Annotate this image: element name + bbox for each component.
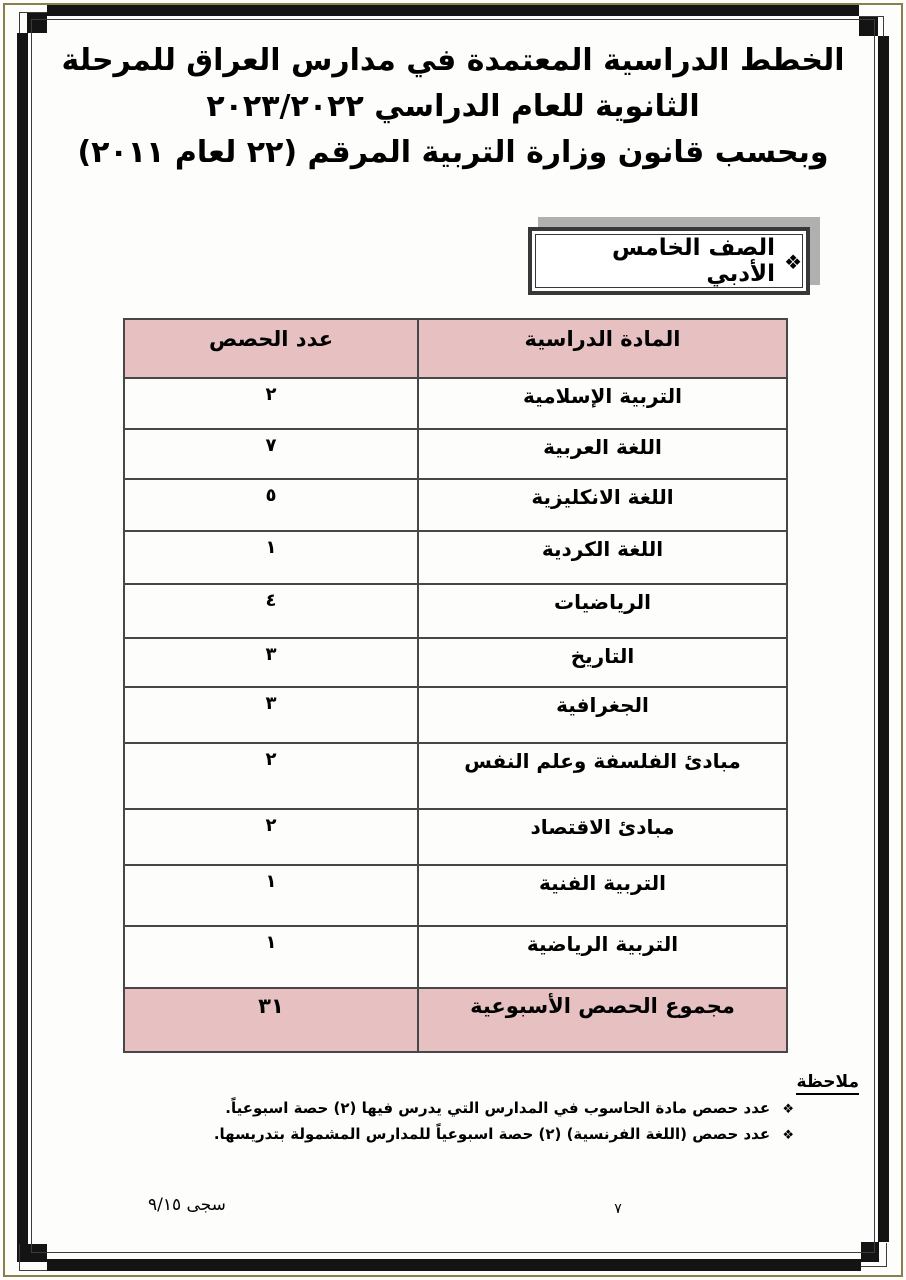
subject-cell: التاريخ	[418, 638, 787, 687]
section-title: الصف الخامس الأدبي	[611, 235, 776, 287]
subject-cell: مبادئ الاقتصاد	[418, 809, 787, 865]
section-box-inner	[535, 234, 803, 288]
table-row	[124, 531, 787, 584]
subject-cell: مبادئ الفلسفة وعلم النفس	[418, 743, 787, 809]
subject-cell: الرياضيات	[418, 584, 787, 638]
section-box	[528, 227, 810, 295]
table-row	[124, 743, 787, 809]
diamond-bullet-icon: ❖	[784, 250, 802, 274]
subject-cell: اللغة الكردية	[418, 531, 787, 584]
lessons-count-cell: ١	[124, 531, 418, 584]
table-body	[124, 378, 787, 988]
subject-cell: اللغة العربية	[418, 429, 787, 479]
table-header-row	[124, 319, 787, 378]
table-row	[124, 584, 787, 638]
title-line-3: وبحسب قانون وزارة التربية المرقم (٢٢ لعام ٢٠١١)	[77, 135, 829, 170]
table-row	[124, 429, 787, 479]
table-row	[124, 926, 787, 988]
document-title	[0, 38, 906, 176]
table-row	[124, 809, 787, 865]
title-line-2: الثانوية للعام الدراسي ٢٠٢٣/٢٠٢٢	[206, 89, 700, 124]
lessons-count-cell: ١	[124, 865, 418, 926]
total-value: ٣١	[124, 988, 418, 1052]
subject-cell: اللغة الانكليزية	[418, 479, 787, 531]
column-header-lessons: عدد الحصص	[124, 319, 418, 378]
lessons-count-cell: ٣	[124, 638, 418, 687]
footer-signature: سجى ٩/١٥	[148, 1195, 226, 1215]
table-row	[124, 638, 787, 687]
table-row	[124, 865, 787, 926]
subject-cell: التربية الرياضية	[418, 926, 787, 988]
lessons-count-cell: ٣	[124, 687, 418, 743]
lessons-count-cell: ٥	[124, 479, 418, 531]
subjects-table	[123, 318, 788, 1053]
total-label: مجموع الحصص الأسبوعية	[418, 988, 787, 1052]
note-item	[144, 1122, 794, 1148]
note-text: عدد حصص (اللغة الفرنسية) (٢) حصة اسبوعياً للمدارس المشمولة بتدريسها.	[213, 1125, 771, 1143]
lessons-count-cell: ٢	[124, 743, 418, 809]
table-row	[124, 378, 787, 429]
notes-title: ملاحظة	[796, 1072, 859, 1095]
table-row	[124, 687, 787, 743]
subject-cell: التربية الفنية	[418, 865, 787, 926]
lessons-count-cell: ٧	[124, 429, 418, 479]
lessons-count-cell: ٢	[124, 378, 418, 429]
table-total-row	[124, 988, 787, 1052]
column-header-subject: المادة الدراسية	[418, 319, 787, 378]
table-row	[124, 479, 787, 531]
subject-cell: الجغرافية	[418, 687, 787, 743]
note-item	[144, 1096, 794, 1122]
notes-list	[144, 1096, 794, 1148]
note-text: عدد حصص مادة الحاسوب في المدارس التي يدرس فيها (٢) حصة اسبوعياً.	[225, 1099, 771, 1117]
footer-page-number: ٧	[614, 1201, 622, 1217]
diamond-bullet-icon: ❖	[782, 1128, 794, 1143]
lessons-count-cell: ٤	[124, 584, 418, 638]
title-line-1: الخطط الدراسية المعتمدة في مدارس العراق للمرحلة	[61, 43, 845, 78]
subject-cell: التربية الإسلامية	[418, 378, 787, 429]
lessons-count-cell: ٢	[124, 809, 418, 865]
diamond-bullet-icon: ❖	[782, 1102, 794, 1117]
lessons-count-cell: ١	[124, 926, 418, 988]
